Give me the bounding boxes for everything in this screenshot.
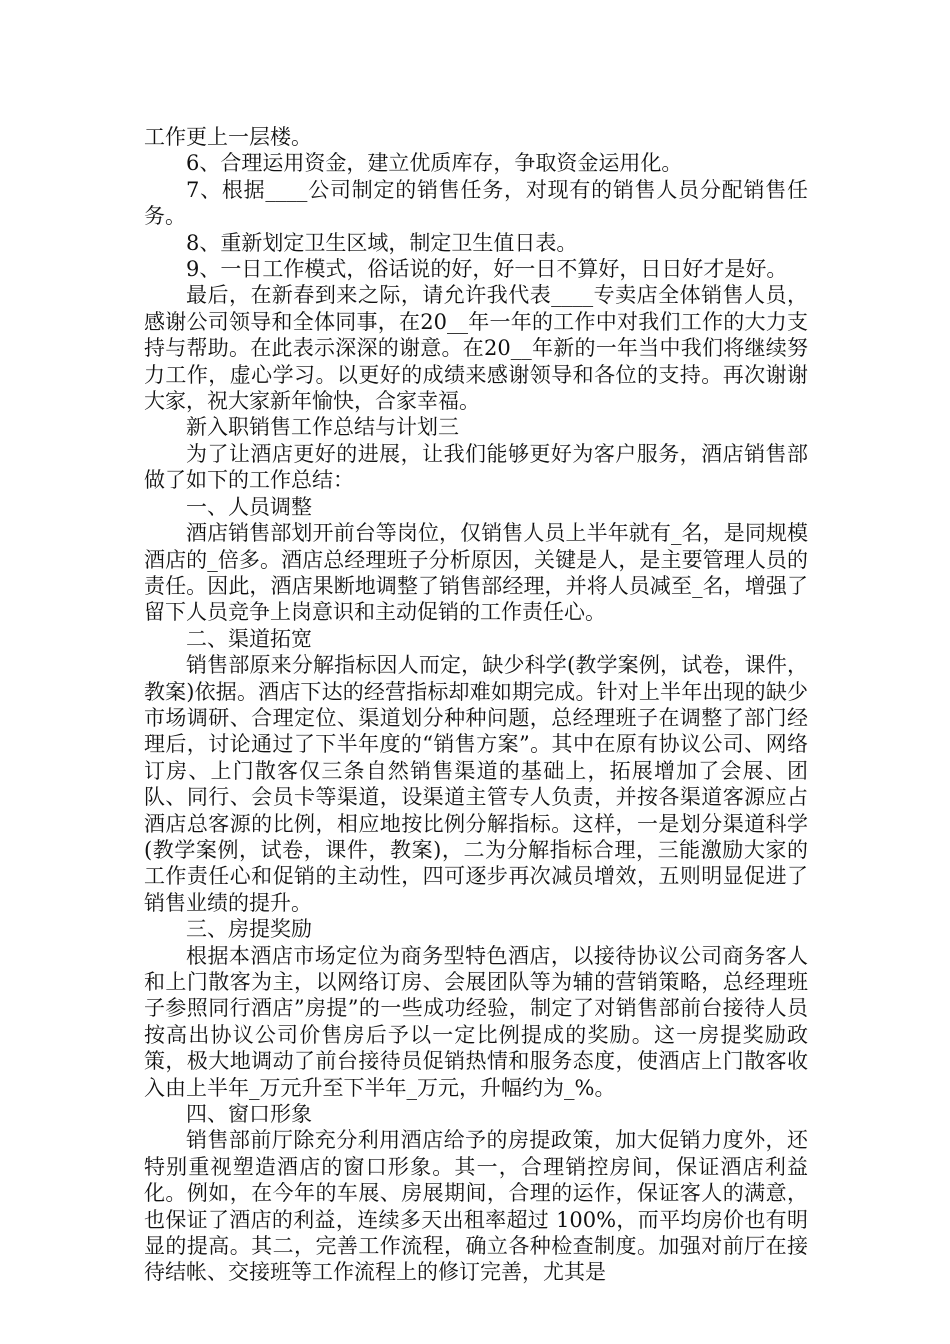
paragraph-channel-expansion: 销售部原来分解指标因人而定，缺少科学(教学案例，试卷，课件，教案)依据。酒店下达的经营指标却难如期完成。针对上半年出现的缺少市场调研、合理定位、渠道划分种种问题，总经理班子在调整了部门经理后，讨论通过了下半年度的“销售方案”。其中在原有协议公司、网络订房、上门散客仅三条自然销售渠道的基础上，拓展增加了会展、团队、同行、会员卡等渠道，设渠道主管专人负责，并按各渠道客源应占酒店总客源的比例，相应地按比例分解指标。这样，一是划分渠道科学(教学案例，试卷，课件，教案)，二为分解指标合理，三能激励大家的工作责任心和促销的主动性，四可逐步再次减员增效，五则明显促进了销售业绩的提升。 <box>144 653 808 915</box>
paragraph-room-commission: 根据本酒店市场定位为商务型特色酒店，以接待协议公司商务客人和上门散客为主，以网络订房、会展团队等为辅的营销策略，总经理班子参照同行酒店”房提”的一些成功经验，制定了对销售部前台接待人员按高出协议公司价售房后予以一定比例提成的奖励。这一房提奖励政策，极大地调动了前台接待员促销热情和服务态度，使酒店上门散客收入由上半年_万元升至下半年_万元，升幅约为_%。 <box>144 943 808 1100</box>
section-title: 新入职销售工作总结与计划三 <box>186 415 459 440</box>
paragraph-continuation: 工作更上一层楼。 <box>144 125 312 149</box>
paragraph-window-image: 销售部前厅除充分利用酒店给予的房提政策，加大促销力度外，还特别重视塑造酒店的窗口形象。其一，合理销控房间，保证酒店利益化。例如，在今年的车展、房展期间，合理的运作，保证客人的满意，也保证了酒店的利益，连续多天出租率超过 100%，而平均房价也有明显的提高。其二，完善工作流程，确立各种检查制度。加强对前厅在接待结帐、交接班等工作流程上的修订完善，尤其是 <box>144 1128 808 1285</box>
paragraph-item-8: 8、重新划定卫生区域，制定卫生值日表。 <box>186 230 578 255</box>
paragraph-item-6: 6、合理运用资金，建立优质库存，争取资金运用化。 <box>186 151 683 176</box>
paragraph-item-9: 9、一日工作模式，俗话说的好，好一日不算好，日日好才是好。 <box>186 257 788 282</box>
heading-staff-adjustment: 一、人员调整 <box>186 494 312 519</box>
paragraph-staff-adjustment: 酒店销售部划开前台等岗位，仅销售人员上半年就有_名，是同规模酒店的_倍多。酒店总经理班子分析原因，关键是人，是主要管理人员的责任。因此，酒店果断地调整了销售部经理，并将人员减至_名，增强了留下人员竞争上岗意识和主动促销的工作责任心。 <box>144 521 808 625</box>
paragraph-intro: 为了让酒店更好的进展，让我们能够更好为客户服务，酒店销售部做了如下的工作总结： <box>144 441 808 493</box>
document-body <box>144 124 808 1286</box>
paragraph-item-7: 7、根据____公司制定的销售任务，对现有的销售人员分配销售任务。 <box>144 177 808 229</box>
heading-window-image: 四、窗口形象 <box>186 1102 312 1127</box>
paragraph-closing: 最后，在新春到来之际，请允许我代表____专卖店全体销售人员，感谢公司领导和全体同事，在20__年一年的工作中对我们工作的大力支持与帮助。在此表示深深的谢意。在20__年新的一年当中我们将继续努力工作，虚心学习。以更好的成绩来感谢领导和各位的支持。再次谢谢大家，祝大家新年愉快，合家幸福。 <box>144 283 808 414</box>
heading-channel-expansion: 二、渠道拓宽 <box>186 626 312 651</box>
heading-room-commission: 三、房提奖励 <box>186 917 312 942</box>
